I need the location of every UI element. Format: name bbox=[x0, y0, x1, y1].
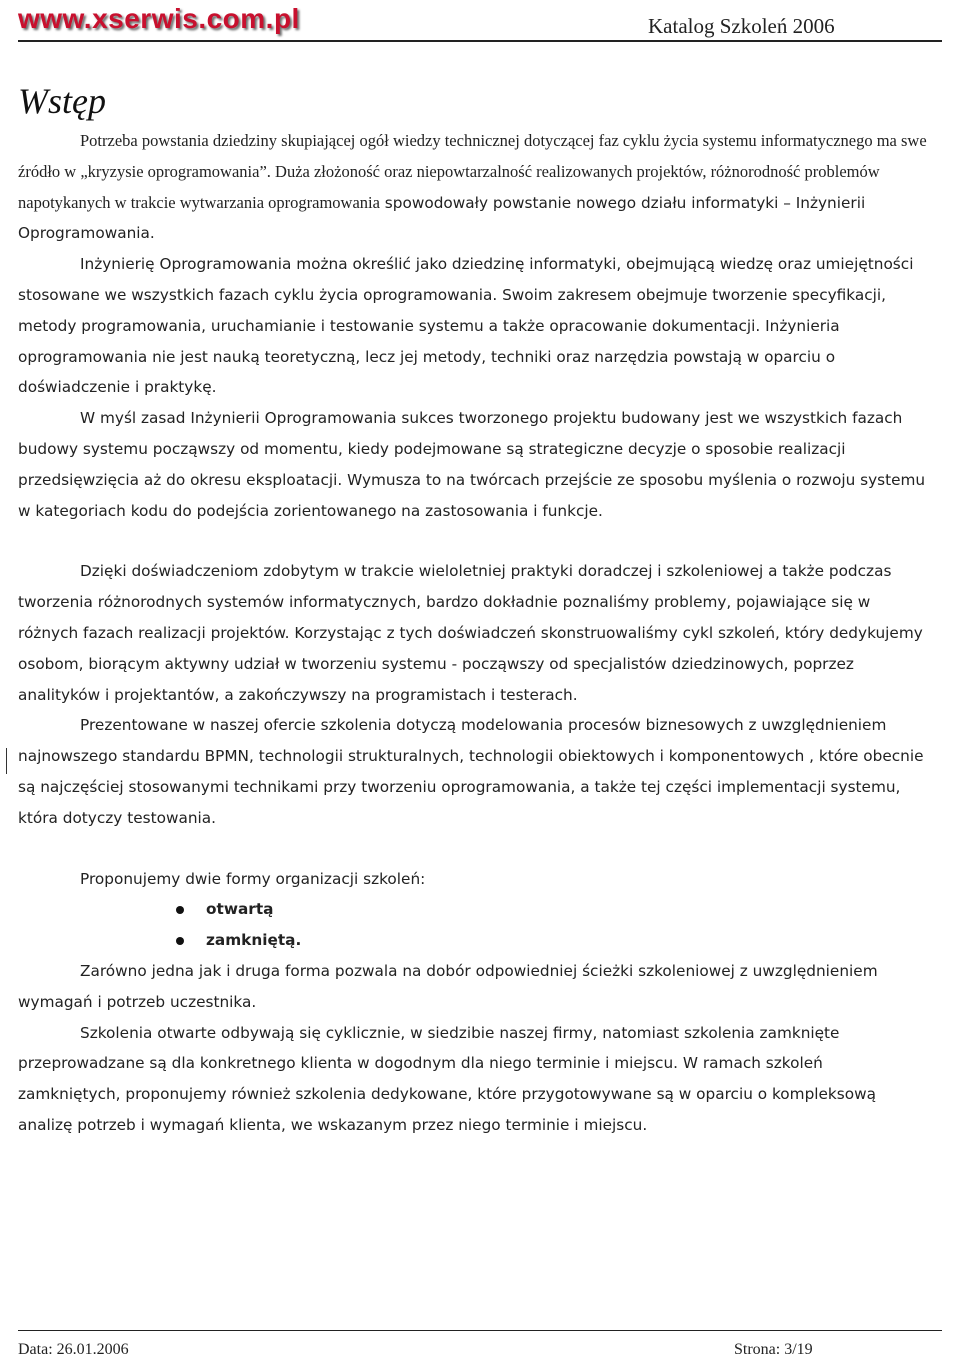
training-forms-list bbox=[18, 894, 928, 956]
paragraph-intro bbox=[18, 126, 928, 249]
paragraph-gap bbox=[18, 834, 928, 864]
site-logo: www.xserwis.com.pl bbox=[18, 3, 300, 34]
footer-date: Data: 26.01.2006 bbox=[18, 1341, 129, 1358]
header-divider bbox=[18, 40, 942, 42]
paragraph-principles: W myśl zasad Inżynierii Oprogramowania sukces tworzonego projektu budowany jest we wszystkich fazach budowy systemu począwszy od momentu, kiedy podejmowane są strategiczne decyzje o sposobie realizacji przedsięwzięcia aż do okresu eksploatacji. Wymusza to na twórcach przejście ze sposobu myślenia o rozwoju systemu w kategoriach kodu do podejścia zorientowanego na zastosowania i funkcje. bbox=[18, 409, 926, 520]
document-body bbox=[18, 126, 928, 1141]
paragraph-intro-sans: spowodowały powstanie nowego działu informatyki – Inżynierii Oprogramowania. bbox=[18, 193, 866, 243]
paragraph-forms-choice: Zarówno jedna jak i druga forma pozwala na dobór odpowiedniej ścieżki szkoleniowej z uwzględnieniem wymagań i potrzeb uczestnika. bbox=[18, 961, 878, 1011]
list-item: otwartą bbox=[206, 894, 928, 925]
paragraph-gap bbox=[18, 526, 928, 556]
paragraph-forms-detail: Szkolenia otwarte odbywają się cyklicznie, w siedzibie naszej firmy, natomiast szkolenia zamknięte przeprowadzane są dla konkretnego klienta w dogodnym dla niego terminie i miejscu. W ramach szkoleń zamkniętych, proponujemy również szkolenia dedykowane, które przygotowywane są w oparciu o kompleksową analizę potrzeb i wymagań klienta, we wskazanym przez niego terminie i miejscu. bbox=[18, 1023, 877, 1134]
paragraph-experience: Dzięki doświadczeniom zdobytym w trakcie wieloletniej praktyki doradczej i szkoleniowej a także podczas tworzenia różnorodnych systemów informatycznych, bardzo dokładnie poznaliśmy problemy, pojawiające się w różnych fazach realizacji projektów. Korzystając z tych doświadczeń skonstruowaliśmy cykl szkoleń, który dedykujemy osobom, biorącym aktywny udział w tworzeniu systemu - począwszy od specjalistów dziedzinowych, poprzez analityków i projektantów, a zakończywszy na programistach i testerach. bbox=[18, 562, 923, 704]
footer-page-number: Strona: 3/19 bbox=[734, 1341, 813, 1358]
section-title: Wstęp bbox=[18, 81, 106, 121]
paragraph-definition: Inżynierię Oprogramowania można określić jako dziedzinę informatyki, obejmującą wiedzę oraz umiejętności stosowane we wszystkich fazach cyklu życia oprogramowania. Swoim zakresem obejmuje tworzenie specyfikacji, metody programowania, uruchamianie i testowanie systemu a także opracowanie dokumentacji. Inżynieria oprogramowania nie jest nauką teoretyczną, lecz jej metody, techniki oraz narzędzia powstają w oparciu o doświadczenie i praktykę. bbox=[18, 255, 914, 397]
footer-divider bbox=[18, 1330, 942, 1331]
paragraph-intro-serif: Potrzeba powstania dziedziny skupiającej ogół wiedzy technicznej dotyczącej faz cyklu życia systemu informatycznego ma swe źródło w „kryzysie oprogramowania”. Duża złożoność oraz niepowtarzalność realizowanych projektów, różnorodność problemów napotykanych w trakcie wytwarzania oprogramowania bbox=[18, 131, 927, 212]
revision-change-bar bbox=[6, 748, 7, 774]
list-item: zamkniętą. bbox=[206, 925, 928, 956]
paragraph-forms-intro: Proponujemy dwie formy organizacji szkoleń: bbox=[80, 869, 426, 888]
document-header-title: Katalog Szkoleń 2006 bbox=[648, 14, 835, 38]
paragraph-offer: Prezentowane w naszej ofercie szkolenia dotyczą modelowania procesów biznesowych z uwzględnieniem najnowszego standardu BPMN, technologii strukturalnych, technologii obiektowych i komponentowych , które obecnie są najczęściej stosowanymi technikami przy tworzeniu oprogramowania, a także tej części implementacji systemu, która dotyczy testowania. bbox=[18, 716, 924, 827]
